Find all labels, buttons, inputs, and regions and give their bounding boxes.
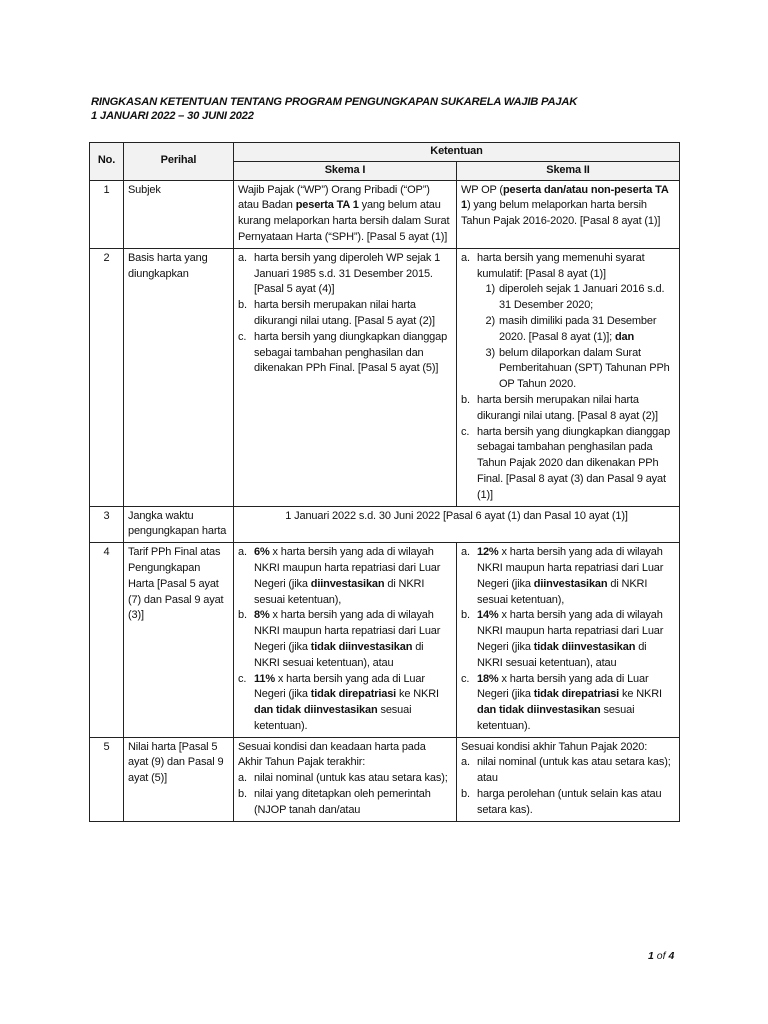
list-item: a. harta bersih yang diperoleh WP sejak 1 Januari 1985 s.d. 31 Desember 2015. [Pasal 5 ayat (4)] [238, 251, 441, 296]
list-item: c. harta bersih yang diungkapkan dianggap sebagai tambahan penghasilan dan dikenakan PPh Final. [Pasal 5 ayat (5)] [238, 330, 448, 375]
header-ketentuan: Ketentuan [234, 143, 680, 162]
skema-2-cell [457, 543, 680, 738]
list-item: a. 12% x harta bersih yang ada di wilayah NKRI maupun harta repatriasi dari Luar Negeri (jika diinvestasikan di NKRI sesuai ketentuan), [461, 546, 664, 606]
table-row [90, 737, 680, 821]
list-item: b. 8% x harta bersih yang ada di wilayah NKRI maupun harta repatriasi dari Luar Negeri (jika tidak diinvestasikan di NKRI sesuai ketentuan), atau [238, 609, 441, 669]
list-item: b. nilai yang ditetapkan oleh pemerintah (NJOP tanah dan/atau [238, 788, 431, 816]
table-row [90, 506, 680, 543]
table-row [90, 248, 680, 506]
skema-1-cell [234, 248, 457, 506]
list-item: a. nilai nominal (untuk kas atau setara kas); atau [461, 756, 671, 785]
header-skema-2: Skema II [457, 161, 680, 180]
page-number: 1 of 4 [648, 950, 675, 962]
list-item: a. harta bersih yang memenuhi syarat kumulatif: [Pasal 8 ayat (1)] [461, 251, 645, 280]
row-perihal: Nilai harta [Pasal 5 ayat (9) dan Pasal 9 ayat (5)] [124, 737, 234, 821]
row-number: 5 [90, 737, 124, 821]
merged-cell: 1 Januari 2022 s.d. 30 Juni 2022 [Pasal 6 ayat (1) dan Pasal 10 ayat (1)] [234, 506, 680, 543]
list-item: c. 18% x harta bersih yang ada di Luar Negeri (jika tidak direpatriasi ke NKRI dan tidak diinvestasikan sesuai ketentuan). [461, 672, 662, 732]
row-number: 4 [90, 543, 124, 738]
skema-1-cell: Wajib Pajak (“WP”) Orang Pribadi (“OP”) atau Badan peserta TA 1 yang belum atau kurang melaporkan harta bersih dalam Surat Pernyataan Harta (“SPH”). [Pasal 5 ayat (1)] [234, 180, 457, 248]
row-number: 2 [90, 248, 124, 506]
row-number: 1 [90, 180, 124, 248]
header-no: No. [90, 143, 124, 181]
table-row [90, 543, 680, 738]
list-item: c. harta bersih yang diungkapkan dianggap sebagai tambahan penghasilan pada Tahun Pajak 2020 dan dikenakan PPh Final. [Pasal 8 ayat (3) dan Pasal 9 ayat (1)] [461, 425, 671, 501]
list-item: b. 14% x harta bersih yang ada di wilayah NKRI maupun harta repatriasi dari Luar Negeri (jika tidak diinvestasikan di NKRI sesuai ketentuan), atau [461, 609, 664, 669]
list-item: b. harga perolehan (untuk selain kas atau setara kas). [461, 788, 662, 816]
list-item: c. 11% x harta bersih yang ada di Luar Negeri (jika tidak direpatriasi ke NKRI dan tidak diinvestasikan sesuai ketentuan). [238, 672, 439, 732]
document-title [91, 95, 577, 123]
sub-list-item: 1) diperoleh sejak 1 Januari 2016 s.d. 31 Desember 2020; [485, 283, 665, 312]
list-item: b. harta bersih merupakan nilai harta dikurangi nilai utang. [Pasal 8 ayat (2)] [461, 393, 658, 422]
list-item: b. harta bersih merupakan nilai harta dikurangi nilai utang. [Pasal 5 ayat (2)] [238, 299, 435, 327]
table-row [90, 180, 680, 248]
skema-2-cell [457, 248, 680, 506]
title-line-2: 1 JANUARI 2022 – 30 JUNI 2022 [91, 110, 254, 122]
provisions-table [89, 142, 680, 822]
list-item: a. 6% x harta bersih yang ada di wilayah NKRI maupun harta repatriasi dari Luar Negeri (jika diinvestasikan di NKRI sesuai ketentuan), [238, 546, 441, 606]
skema-2-cell: Sesuai kondisi akhir Tahun Pajak 2020: a. nilai nominal (untuk kas atau setara kas); atau b. harga perolehan (untuk selain kas atau setara kas). [457, 737, 680, 821]
row-perihal: Basis harta yang diungkapkan [124, 248, 234, 506]
skema-1-cell: Sesuai kondisi dan keadaan harta pada Akhir Tahun Pajak terakhir: a. nilai nominal (untuk kas atau setara kas); b. nilai yang ditetapkan oleh pemerintah (NJOP tanah dan/atau [234, 737, 457, 821]
list-item: a. nilai nominal (untuk kas atau setara kas); [238, 772, 448, 785]
title-line-1: RINGKASAN KETENTUAN TENTANG PROGRAM PENGUNGKAPAN SUKARELA WAJIB PAJAK [91, 96, 578, 108]
skema-2-cell: WP OP (peserta dan/atau non-peserta TA 1) yang belum melaporkan harta bersih Tahun Pajak 2016-2020. [Pasal 8 ayat (1)] [457, 180, 680, 248]
header-perihal: Perihal [124, 143, 234, 181]
sub-list-item: 3) belum dilaporkan dalam Surat Pemberitahuan (SPT) Tahunan PPh OP Tahun 2020. [485, 346, 670, 391]
row-perihal: Jangka waktu pengungkapan harta [124, 506, 234, 543]
header-row [90, 143, 680, 162]
row-perihal: Tarif PPh Final atas Pengungkapan Harta [Pasal 5 ayat (7) dan Pasal 9 ayat (3)] [124, 543, 234, 738]
sub-list-item: 2) masih dimiliki pada 31 Desember 2020. [Pasal 8 ayat (1)]; dan [485, 314, 657, 343]
row-number: 3 [90, 506, 124, 543]
skema-1-cell [234, 543, 457, 738]
header-skema-1: Skema I [234, 161, 457, 180]
row-perihal: Subjek [124, 180, 234, 248]
